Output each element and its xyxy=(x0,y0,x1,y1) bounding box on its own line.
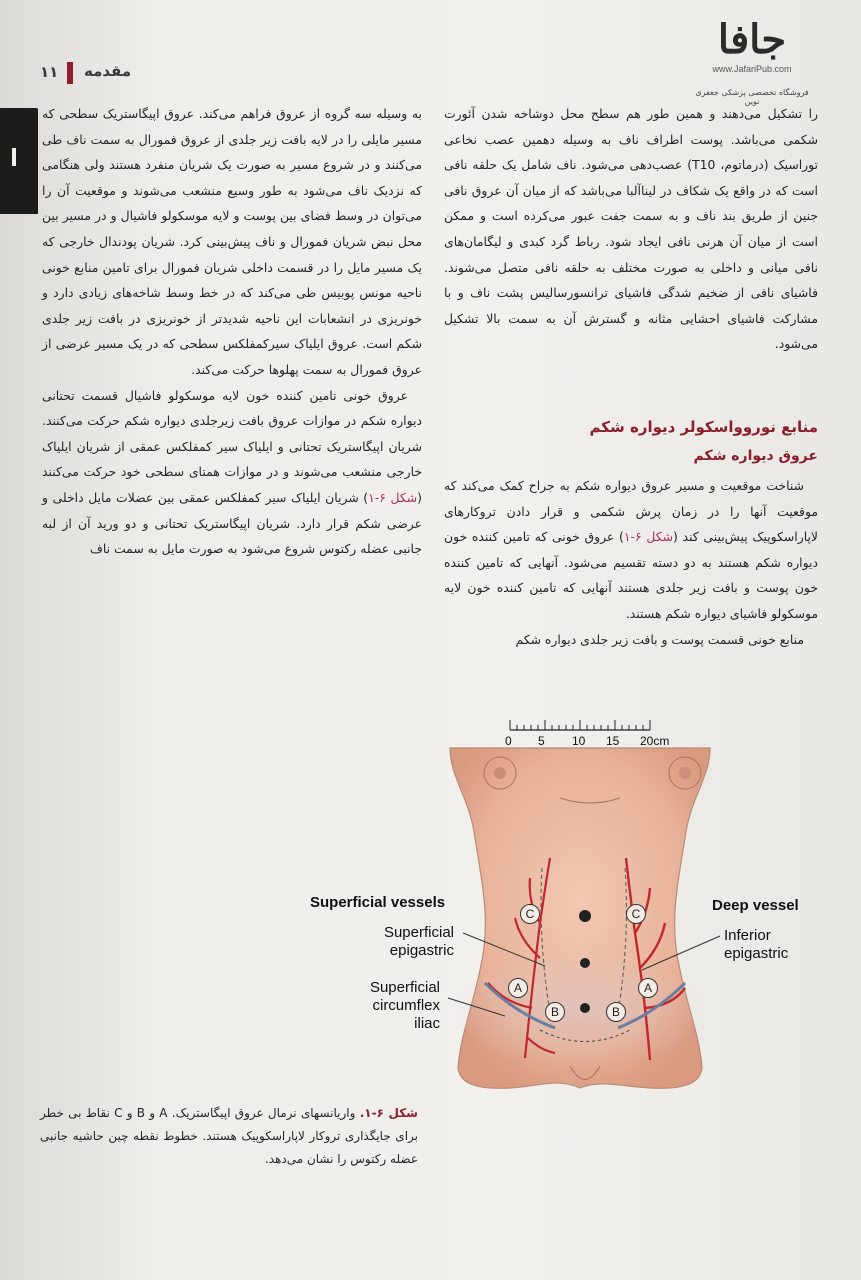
left-paragraph-2-text-b: ) شریان ایلیاک سیر کمفلکس عمقی بین عضلات مایل داخلی و عرضی شکم قرار دارد. شریان اپیگاستریک تحتانی و دو ورید آن از لبه جانبی عضله رکتوس شروع می‌شود به صورت مایل به سمت ناف xyxy=(42,489,422,557)
midline-port-2 xyxy=(580,1003,590,1013)
chapter-side-tab xyxy=(0,108,38,214)
left-paragraph-2-text-a: عروق خونی تامین کننده خون لایه موسکولو فاشیال قسمت تحتانی دیواره شکم در موازات عروق بافت زیرجلدی دیواره شکم حرکت می‌کنند. شریان اپیگاستریک تحتانی و ایلیاک سیر کمفلکس عمقی از شریان ایلیاک خارجی منشعب می‌شوند و در موازات همتای سطحی خود حرکت می‌کنند ( xyxy=(42,387,422,505)
point-a-right: A xyxy=(638,978,658,998)
label-superficial-epigastric-line2: epigastric xyxy=(389,942,454,959)
figure-reference: شکل ۶-۱ xyxy=(368,489,418,505)
right-paragraph-3: منابع خونی قسمت پوست و بافت زیر جلدی دیواره شکم xyxy=(515,631,804,647)
nipple-left xyxy=(494,767,506,779)
chapter-tab-marker xyxy=(12,148,16,166)
ruler-tick-15: 15 xyxy=(606,734,620,748)
label-superficial-epigastric-line1: Superficial xyxy=(383,924,454,941)
label-superficial-circumflex-iliac xyxy=(340,979,440,1033)
label-deep-vessel: Deep vessel xyxy=(712,897,799,914)
point-b-left: B xyxy=(545,1002,565,1022)
label-sci-line3: iliac xyxy=(414,1015,440,1032)
midline-port-1 xyxy=(580,958,590,968)
section-heading: منابع نوروواسکولر دیواره شکم xyxy=(589,418,818,436)
caption-text: واریانسهای نرمال عروق اپیگاستریک. A و B و C نقاط بی خطر برای جایگذاری تروکار لاپاراسکوپیک هستند. خطوط نقطه چین حاشیه جانبی عضله رکتوس را نشان می‌دهد. xyxy=(40,1106,418,1166)
ruler-tick-0: 0 xyxy=(505,734,512,748)
ruler-tick-10: 10 xyxy=(572,734,586,748)
point-a-left: A xyxy=(508,978,528,998)
left-paragraph-1: به وسیله سه گروه از عروق فراهم می‌کند. عروق اپیگاستریک سطحی که مسیر مایلی را در لایه بافت زیر جلدی از عروق فمورال به سمت ناف طی می‌کنند و در شروع مسیر به صورت یک شریان منفرد هستند ولی هنگامی که نزدیک ناف می‌شود به طور وسیع منشعب می‌شوند و موقعیت آن را می‌توان در وسط فضای بین پوست و لایه موسکولو فاشیال و در مسیر بین محل نبض شریان فمورال و ناف پیش‌بینی کرد. شریان پودندال خارجی که یک مسیر مایل را در قسمت داخلی شریان فمورال برای تامین منابع خونی ناحیه مونس پوبیس طی می‌کند که در خط وسط شاخه‌های زیادی دارد و خونریزی در انشعابات این ناحیه شدیدتر از خونریزی در بافت زیر جلدی شکم است. عروق ایلیاک سیرکمفلکس سطحی که در یک مسیر عرضی از عروق فمورال به سمت پهلوها حرکت می‌کند. xyxy=(42,106,422,377)
right-column-continued xyxy=(444,473,818,652)
label-sci-line2: circumflex xyxy=(372,997,440,1014)
logo-mark: جافا xyxy=(717,16,787,63)
label-inferior-epigastric xyxy=(724,927,828,963)
ruler-tick-5: 5 xyxy=(538,734,545,748)
publisher-logo xyxy=(687,18,817,106)
header-accent-bar xyxy=(67,62,73,84)
label-inferior-epigastric-line2: epigastric xyxy=(724,945,789,962)
logo-url: www.JafariPub.com xyxy=(712,64,792,74)
umbilicus-port xyxy=(579,910,591,922)
right-paragraph-2 xyxy=(444,473,818,627)
caption-number: شکل ۶-۱. xyxy=(359,1106,418,1120)
label-inferior-epigastric-line1: Inferior xyxy=(724,927,771,944)
sub-heading: عروق دیواره شکم xyxy=(693,448,818,464)
header-section-title: مقدمه xyxy=(84,62,132,80)
logo-caption: فروشگاه تخصصی پزشکی جعفری نوین xyxy=(695,88,809,106)
left-paragraph-2 xyxy=(42,383,422,562)
figure-reference: شکل ۶-۱ xyxy=(623,529,674,545)
right-paragraph-1: را تشکیل می‌دهند و همین طور هم سطح محل دوشاخه شدن آئورت شکمی می‌باشد. پوست اطراف ناف به وسیله دهمین عصب نخاعی توراسیک (درماتوم، T10) عصب‌دهی می‌شود. ناف شامل یک حلقه نافی است که در واقع یک شکاف در لیناآلبا می‌باشد که از میان آن عروق نافی جنین از طریق بند ناف و به سمت جفت عبور می‌کرده است و ممکن است از میان آن هرنی نافی ایجاد شود. رباط گرد کبدی و لیگامان‌های نافی میانی و داخلی به صورت مختلف به حلقه نافی متصل می‌شوند. فاشیای نافی از ضخیم شدگی فاشیای ترانسورسالیس پشت ناف و با مشارکت فاشیای احشایی مثانه و گسترش آن به سمت بالا تشکیل می‌شود. xyxy=(444,106,818,352)
nipple-right xyxy=(679,767,691,779)
ruler-tick-20cm: 20cm xyxy=(640,734,670,748)
left-column xyxy=(42,101,422,562)
right-column xyxy=(444,101,818,357)
label-superficial-vessels: Superficial vessels xyxy=(310,894,446,911)
right-paragraph-2-text-a: شناخت موقعیت و مسیر عروق دیواره شکم به جراح کمک می‌کند که موقعیت آنها را در زمان پرش شکمی و قرار دادن تروکارهای لاپاراسکوپیک پیش‌بینی کند ( xyxy=(444,478,818,545)
label-superficial-epigastric xyxy=(360,924,454,960)
figure-caption xyxy=(40,1102,418,1171)
page-number: ۱۱ xyxy=(40,63,59,81)
point-c-right: C xyxy=(626,904,646,924)
point-b-right: B xyxy=(606,1002,626,1022)
label-sci-line1: Superficial xyxy=(369,979,440,996)
right-paragraph-2-text-b: ) عروق خونی که تامین کننده خون دیواره شکم هستند به دو دسته تقسیم می‌شود. آنهایی که تامین کننده خون پوست و بافت زیر جلدی هستند آنهایی که تامین کننده خون لایه موسکولو فاشیای دیواره شکم هستند. xyxy=(444,529,818,621)
point-c-left: C xyxy=(520,904,540,924)
